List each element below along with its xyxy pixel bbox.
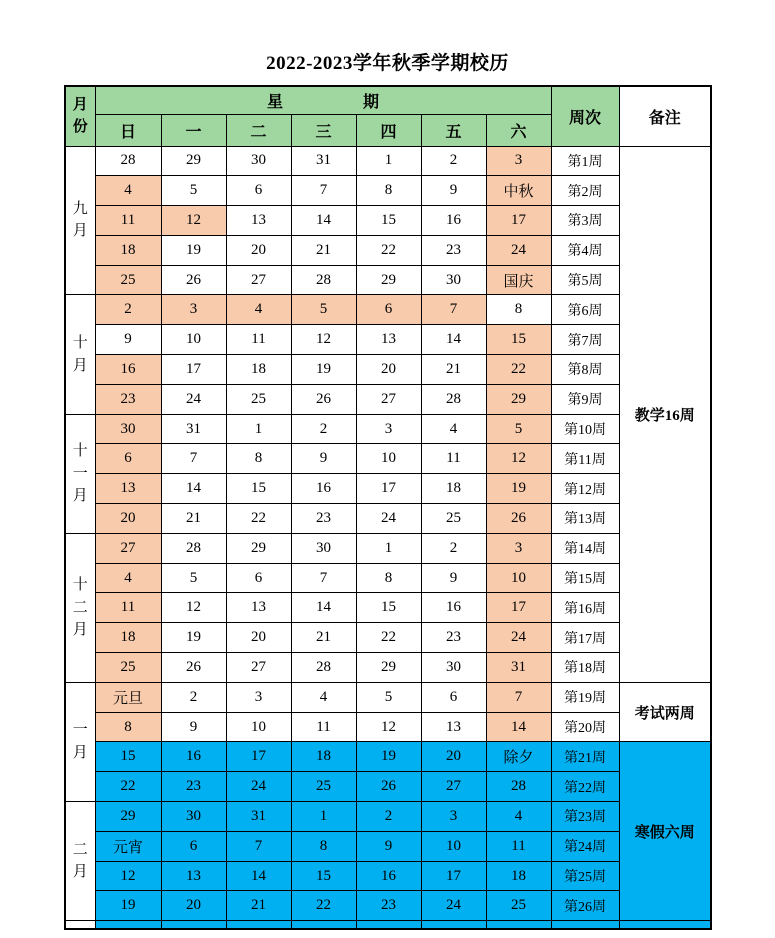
date-cell: 11: [486, 831, 551, 861]
calendar-body: [65, 146, 711, 929]
date-cell: 4: [486, 802, 551, 832]
calendar-week-row: [65, 235, 711, 265]
date-cell: 27: [95, 533, 161, 563]
date-cell: 25: [226, 384, 291, 414]
date-cell: 28: [486, 772, 551, 802]
date-cell: 22: [356, 623, 421, 653]
date-cell: [161, 921, 226, 929]
calendar-week-row: [65, 355, 711, 385]
calendar-week-row: [65, 533, 711, 563]
date-cell: 4: [95, 563, 161, 593]
week-number-cell: 第4周: [551, 235, 619, 265]
date-cell: 14: [421, 325, 486, 355]
week-number-cell: 第11周: [551, 444, 619, 474]
date-cell: 3: [161, 295, 226, 325]
date-cell: 16: [421, 593, 486, 623]
date-cell: 4: [95, 176, 161, 206]
date-cell: 20: [356, 355, 421, 385]
date-cell: 2: [421, 533, 486, 563]
date-cell: 6: [95, 444, 161, 474]
week-number-cell: 第19周: [551, 682, 619, 712]
date-cell: 25: [486, 891, 551, 921]
week-number-cell: 第5周: [551, 265, 619, 295]
week-number-cell: 第16周: [551, 593, 619, 623]
date-cell: 20: [226, 623, 291, 653]
date-cell: 2: [356, 802, 421, 832]
month-column-header: 月份: [65, 86, 95, 146]
date-cell: 14: [291, 593, 356, 623]
week-number-cell: 第9周: [551, 384, 619, 414]
date-cell: 23: [291, 504, 356, 534]
week-number-cell: [551, 921, 619, 929]
month-cell: [65, 682, 95, 801]
calendar-week-row: [65, 593, 711, 623]
week-number-cell: 第3周: [551, 206, 619, 236]
date-cell: 16: [161, 742, 226, 772]
date-cell: 15: [356, 593, 421, 623]
date-cell: 26: [291, 384, 356, 414]
date-cell: 31: [226, 802, 291, 832]
date-cell: 5: [291, 295, 356, 325]
date-cell: 28: [291, 653, 356, 683]
date-cell: [356, 921, 421, 929]
month-label: 一月: [72, 722, 88, 761]
date-cell: 18: [486, 861, 551, 891]
week-number-cell: 第17周: [551, 623, 619, 653]
date-cell: 18: [291, 742, 356, 772]
date-cell: 25: [95, 653, 161, 683]
date-cell: 27: [226, 265, 291, 295]
day-header-sat: 六: [486, 114, 551, 146]
month-cell: [65, 802, 95, 921]
date-cell: [226, 921, 291, 929]
week-number-cell: 第21周: [551, 742, 619, 772]
date-cell: 20: [421, 742, 486, 772]
date-cell: 11: [95, 593, 161, 623]
date-cell: 19: [486, 474, 551, 504]
date-cell: 13: [226, 206, 291, 236]
date-cell: 19: [291, 355, 356, 385]
date-cell: 15: [226, 474, 291, 504]
calendar-week-row: [65, 861, 711, 891]
date-cell: 25: [95, 265, 161, 295]
date-cell: 23: [421, 623, 486, 653]
calendar-week-row: [65, 444, 711, 474]
date-cell: 26: [161, 265, 226, 295]
date-cell: 23: [95, 384, 161, 414]
date-cell: 6: [356, 295, 421, 325]
date-cell: 15: [95, 742, 161, 772]
date-cell: 5: [161, 176, 226, 206]
date-cell: 5: [356, 682, 421, 712]
date-cell: 29: [161, 146, 226, 176]
date-cell: 19: [161, 623, 226, 653]
date-cell: 16: [356, 861, 421, 891]
date-cell: 17: [486, 593, 551, 623]
date-cell: 10: [226, 712, 291, 742]
date-cell: 10: [356, 444, 421, 474]
calendar-week-row: [65, 653, 711, 683]
date-cell: 26: [356, 772, 421, 802]
date-cell: 9: [95, 325, 161, 355]
calendar-week-row: [65, 712, 711, 742]
date-cell: 17: [356, 474, 421, 504]
week-number-cell: 第24周: [551, 831, 619, 861]
date-cell: 17: [161, 355, 226, 385]
calendar-week-row: [65, 295, 711, 325]
calendar-week-row: [65, 742, 711, 772]
week-number-cell: 第22周: [551, 772, 619, 802]
date-cell: 8: [356, 563, 421, 593]
date-cell: 12: [486, 444, 551, 474]
week-number-cell: 第26周: [551, 891, 619, 921]
date-cell: 3: [226, 682, 291, 712]
calendar-week-row: [65, 831, 711, 861]
month-cell: [65, 533, 95, 682]
date-cell: 2: [421, 146, 486, 176]
remark-column-header: 备注: [619, 86, 711, 146]
date-cell: 7: [161, 444, 226, 474]
date-cell: 5: [486, 414, 551, 444]
date-cell: 31: [291, 146, 356, 176]
date-cell: 30: [291, 533, 356, 563]
date-cell: 8: [291, 831, 356, 861]
calendar-week-row: [65, 265, 711, 295]
date-cell: 12: [356, 712, 421, 742]
date-cell: 6: [226, 563, 291, 593]
date-cell: 3: [486, 146, 551, 176]
calendar-week-row: [65, 474, 711, 504]
date-cell: 9: [291, 444, 356, 474]
calendar-week-row: [65, 206, 711, 236]
date-cell: 14: [161, 474, 226, 504]
date-cell: 21: [291, 235, 356, 265]
week-number-cell: 第18周: [551, 653, 619, 683]
date-cell: 24: [421, 891, 486, 921]
date-cell: 7: [486, 682, 551, 712]
date-cell: 1: [356, 146, 421, 176]
date-cell: 20: [95, 504, 161, 534]
month-label: 九月: [72, 200, 88, 240]
date-cell: 12: [95, 861, 161, 891]
date-cell: 31: [161, 414, 226, 444]
date-cell: 24: [356, 504, 421, 534]
date-cell: 19: [356, 742, 421, 772]
date-cell: 30: [226, 146, 291, 176]
month-label: 十月: [72, 335, 88, 374]
date-cell: 20: [161, 891, 226, 921]
date-cell: 27: [226, 653, 291, 683]
date-cell: 24: [486, 235, 551, 265]
day-header-sun: 日: [95, 114, 161, 146]
date-cell: 3: [421, 802, 486, 832]
month-label: 十一月: [72, 443, 88, 505]
date-cell: 24: [161, 384, 226, 414]
date-cell: 17: [226, 742, 291, 772]
date-cell: 2: [161, 682, 226, 712]
date-cell: 29: [356, 265, 421, 295]
clipped-bottom-row: [65, 921, 711, 929]
date-cell: 7: [421, 295, 486, 325]
date-cell: 8: [226, 444, 291, 474]
date-cell: 26: [161, 653, 226, 683]
date-cell: 22: [486, 355, 551, 385]
date-cell: 18: [421, 474, 486, 504]
date-cell: 22: [291, 891, 356, 921]
date-cell: 2: [95, 295, 161, 325]
month-cell: [65, 295, 95, 414]
date-cell: 27: [356, 384, 421, 414]
month-cell: [65, 146, 95, 295]
date-cell: 12: [161, 206, 226, 236]
remark-cell: 教学16周: [619, 146, 711, 682]
date-cell: 11: [421, 444, 486, 474]
calendar-week-row: [65, 146, 711, 176]
date-cell: 21: [421, 355, 486, 385]
date-cell: 23: [161, 772, 226, 802]
week-number-cell: 第10周: [551, 414, 619, 444]
date-cell: 28: [421, 384, 486, 414]
date-cell: 23: [356, 891, 421, 921]
week-number-cell: 第13周: [551, 504, 619, 534]
date-cell: 3: [356, 414, 421, 444]
calendar-week-row: [65, 772, 711, 802]
date-cell: 16: [291, 474, 356, 504]
date-cell: 中秋: [486, 176, 551, 206]
remark-cell: 寒假六周: [619, 742, 711, 921]
date-cell: 29: [226, 533, 291, 563]
date-cell: 元宵: [95, 831, 161, 861]
date-cell: 13: [356, 325, 421, 355]
date-cell: 1: [291, 802, 356, 832]
date-cell: 26: [486, 504, 551, 534]
date-cell: 18: [95, 235, 161, 265]
date-cell: 10: [421, 831, 486, 861]
day-header-wed: 三: [291, 114, 356, 146]
week-number-cell: 第8周: [551, 355, 619, 385]
date-cell: 28: [161, 533, 226, 563]
date-cell: 4: [226, 295, 291, 325]
calendar-week-row: [65, 682, 711, 712]
day-header-fri: 五: [421, 114, 486, 146]
date-cell: 11: [226, 325, 291, 355]
month-label: 二月: [72, 841, 88, 881]
calendar-week-row: [65, 623, 711, 653]
remark-cell: 考试两周: [619, 682, 711, 742]
date-cell: 1: [226, 414, 291, 444]
date-cell: 30: [95, 414, 161, 444]
date-cell: 9: [421, 176, 486, 206]
date-cell: 29: [95, 802, 161, 832]
date-cell: 30: [421, 653, 486, 683]
date-cell: 4: [421, 414, 486, 444]
date-cell: 9: [356, 831, 421, 861]
date-cell: 8: [95, 712, 161, 742]
week-number-cell: 第20周: [551, 712, 619, 742]
date-cell: 元旦: [95, 682, 161, 712]
date-cell: 9: [161, 712, 226, 742]
date-cell: 24: [486, 623, 551, 653]
date-cell: 14: [226, 861, 291, 891]
date-cell: 12: [161, 593, 226, 623]
date-cell: 22: [226, 504, 291, 534]
date-cell: 19: [161, 235, 226, 265]
date-cell: 29: [486, 384, 551, 414]
date-cell: 12: [291, 325, 356, 355]
week-number-cell: 第7周: [551, 325, 619, 355]
month-label: 十二月: [72, 577, 88, 639]
date-cell: 6: [226, 176, 291, 206]
date-cell: 6: [421, 682, 486, 712]
week-number-cell: 第2周: [551, 176, 619, 206]
date-cell: 15: [356, 206, 421, 236]
calendar-week-row: [65, 414, 711, 444]
month-cell: [65, 414, 95, 533]
date-cell: 18: [226, 355, 291, 385]
date-cell: 3: [486, 533, 551, 563]
date-cell: 21: [291, 623, 356, 653]
date-cell: 22: [356, 235, 421, 265]
date-cell: 除夕: [486, 742, 551, 772]
date-cell: 24: [226, 772, 291, 802]
date-cell: 25: [291, 772, 356, 802]
date-cell: 4: [291, 682, 356, 712]
date-cell: 国庆: [486, 265, 551, 295]
day-header-tue: 二: [226, 114, 291, 146]
calendar-week-row: [65, 802, 711, 832]
date-cell: 19: [95, 891, 161, 921]
date-cell: 8: [486, 295, 551, 325]
date-cell: 30: [161, 802, 226, 832]
week-number-cell: 第12周: [551, 474, 619, 504]
date-cell: 23: [421, 235, 486, 265]
date-cell: 22: [95, 772, 161, 802]
date-cell: 15: [486, 325, 551, 355]
date-cell: 8: [356, 176, 421, 206]
date-cell: 27: [421, 772, 486, 802]
date-cell: 13: [421, 712, 486, 742]
calendar-week-row: [65, 504, 711, 534]
date-cell: [95, 921, 161, 929]
date-cell: 17: [486, 206, 551, 236]
date-cell: 25: [421, 504, 486, 534]
page-title: 2022-2023学年秋季学期校历: [266, 53, 509, 74]
date-cell: 20: [226, 235, 291, 265]
date-cell: 30: [421, 265, 486, 295]
week-number-cell: 第23周: [551, 802, 619, 832]
calendar-week-row: [65, 325, 711, 355]
week-number-cell: 第25周: [551, 861, 619, 891]
date-cell: 2: [291, 414, 356, 444]
calendar-table: [64, 85, 712, 930]
date-cell: 15: [291, 861, 356, 891]
date-cell: 16: [95, 355, 161, 385]
day-header-mon: 一: [161, 114, 226, 146]
date-cell: 14: [291, 206, 356, 236]
week-number-column-header: 周次: [551, 86, 619, 146]
date-cell: 5: [161, 563, 226, 593]
date-cell: 17: [421, 861, 486, 891]
date-cell: 18: [95, 623, 161, 653]
date-cell: 21: [161, 504, 226, 534]
date-cell: 14: [486, 712, 551, 742]
date-cell: 7: [226, 831, 291, 861]
date-cell: 7: [291, 563, 356, 593]
date-cell: 13: [95, 474, 161, 504]
date-cell: 1: [356, 533, 421, 563]
date-cell: 10: [486, 563, 551, 593]
remark-cell: [619, 921, 711, 929]
date-cell: 13: [161, 861, 226, 891]
week-number-cell: 第6周: [551, 295, 619, 325]
week-number-cell: 第1周: [551, 146, 619, 176]
date-cell: 11: [95, 206, 161, 236]
date-cell: 29: [356, 653, 421, 683]
date-cell: 11: [291, 712, 356, 742]
week-number-cell: 第14周: [551, 533, 619, 563]
date-cell: 21: [226, 891, 291, 921]
weekday-group-header: 星期: [95, 86, 551, 114]
date-cell: 13: [226, 593, 291, 623]
week-number-cell: 第15周: [551, 563, 619, 593]
calendar-week-row: [65, 176, 711, 206]
date-cell: 31: [486, 653, 551, 683]
date-cell: 9: [421, 563, 486, 593]
calendar-week-row: [65, 891, 711, 921]
date-cell: [421, 921, 486, 929]
calendar-week-row: [65, 384, 711, 414]
day-header-thu: 四: [356, 114, 421, 146]
date-cell: [291, 921, 356, 929]
date-cell: 10: [161, 325, 226, 355]
month-cell: [65, 921, 95, 929]
calendar-week-row: [65, 563, 711, 593]
date-cell: 6: [161, 831, 226, 861]
date-cell: 16: [421, 206, 486, 236]
date-cell: [486, 921, 551, 929]
date-cell: 28: [95, 146, 161, 176]
date-cell: 7: [291, 176, 356, 206]
date-cell: 28: [291, 265, 356, 295]
